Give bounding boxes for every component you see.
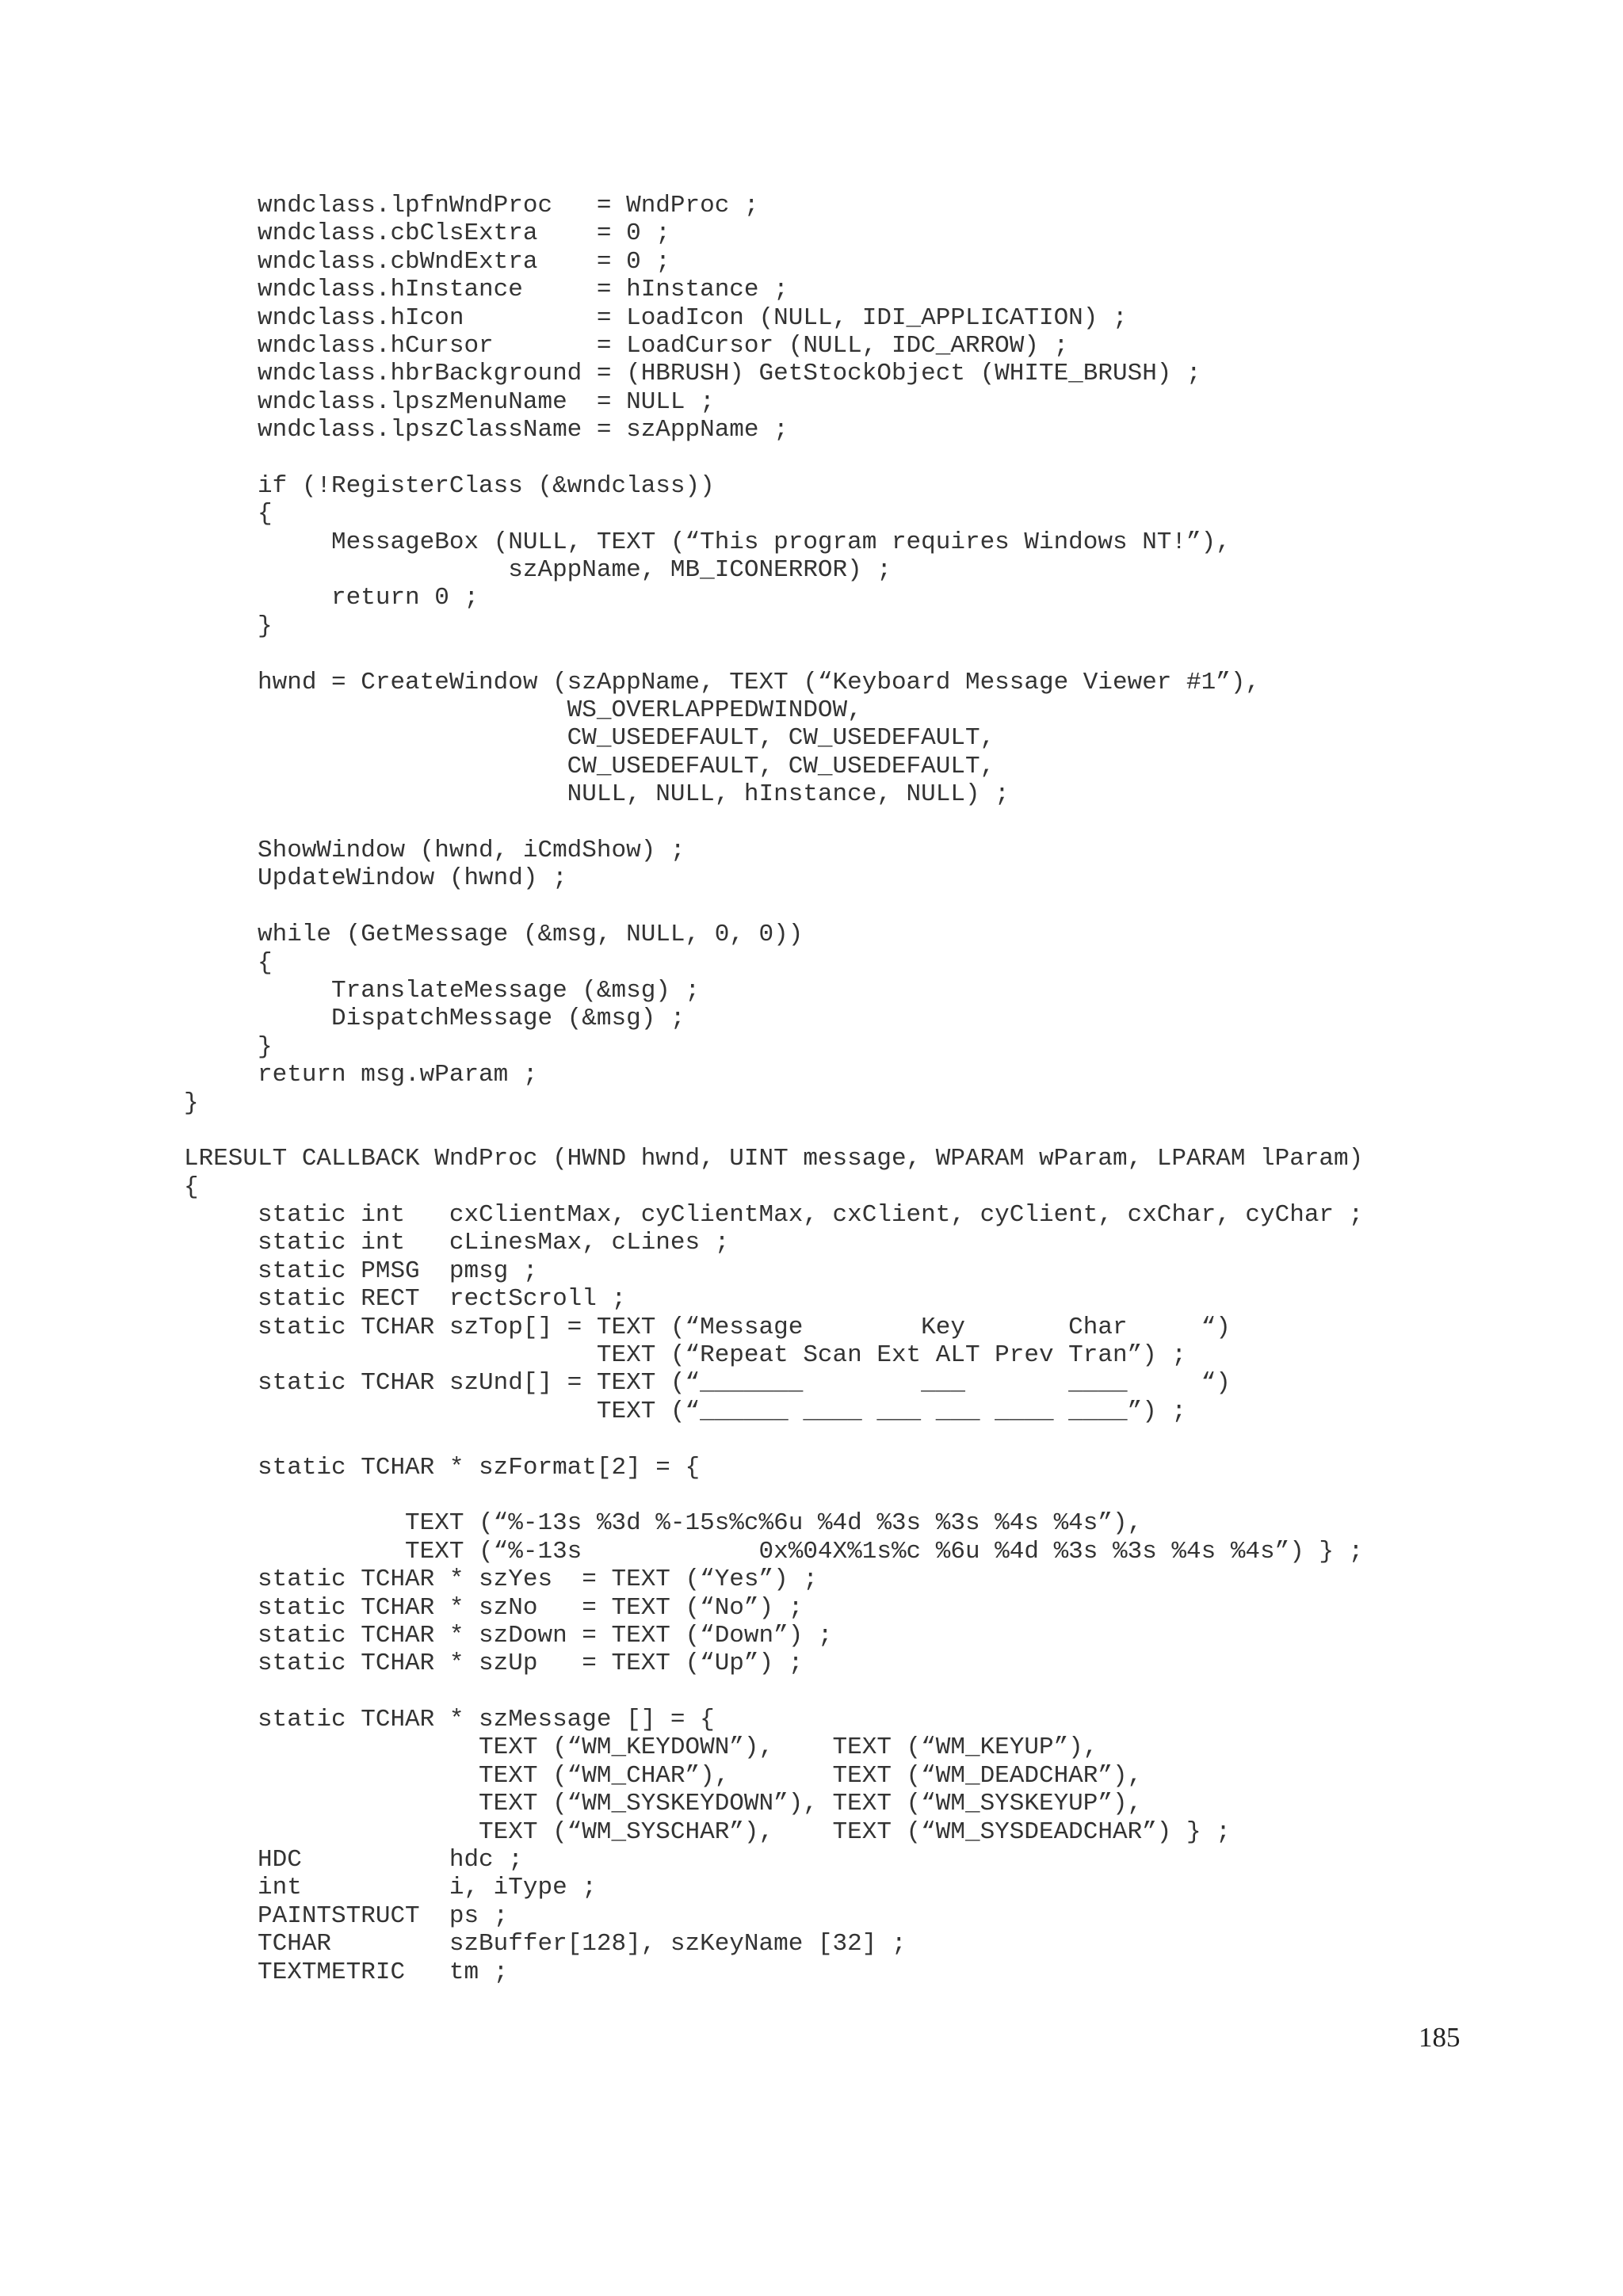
code-line: static TCHAR szTop[] = TEXT (“Message Key Char “) [184,1313,1231,1341]
code-line: wndclass.hbrBackground = (HBRUSH) GetStockObject (WHITE_BRUSH) ; [184,360,1201,388]
code-line: PAINTSTRUCT ps ; [184,1901,509,1930]
code-line: return 0 ; [184,584,479,612]
code-line: int i, iType ; [184,1874,597,1902]
code-line: } [184,1032,273,1061]
code-line [184,1425,1363,1453]
code-line: CW_USEDEFAULT, CW_USEDEFAULT, [184,724,995,753]
code-line: szAppName, MB_ICONERROR) ; [184,556,892,585]
code-line: static TCHAR szUnd[] = TEXT (“_______ ___ ____ “) [184,1369,1231,1398]
code-line: DispatchMessage (&msg) ; [184,1005,685,1033]
code-line: NULL, NULL, hInstance, NULL) ; [184,780,1010,809]
page-number: 185 [1419,2022,1461,2053]
code-line [184,1482,1363,1509]
code-line: MessageBox (NULL, TEXT (“This program requires Windows NT!”), [184,528,1231,556]
code-line: WS_OVERLAPPEDWINDOW, [184,696,862,725]
code-line: static TCHAR * szFormat[2] = { [184,1453,701,1482]
code-line: if (!RegisterClass (&wndclass)) [184,471,715,500]
code-line [184,809,1363,837]
code-line: static TCHAR * szMessage [] = { [184,1706,715,1734]
code-line: ShowWindow (hwnd, iCmdShow) ; [184,836,685,864]
code-line: static RECT rectScroll ; [184,1285,627,1314]
code-line: } [184,1089,199,1117]
code-line: while (GetMessage (&msg, NULL, 0, 0)) [184,921,804,949]
code-line: TEXTMETRIC tm ; [184,1958,509,1986]
code-line: static TCHAR * szYes = TEXT (“Yes”) ; [184,1566,818,1594]
code-line: TEXT (“WM_KEYDOWN”), TEXT (“WM_KEYUP”), [184,1733,1098,1762]
code-line: static int cxClientMax, cyClientMax, cxClient, cyClient, cxChar, cyChar ; [184,1201,1364,1230]
code-line: TCHAR szBuffer[128], szKeyName [32] ; [184,1930,907,1958]
code-line: TEXT (“%-13s %3d %-15s%c%6u %4d %3s %3s %4s %4s”), [184,1509,1143,1538]
code-line: { [184,1173,199,1201]
code-line [184,640,1363,668]
code-line: wndclass.lpszClassName = szAppName ; [184,416,789,444]
code-line: wndclass.cbWndExtra = 0 ; [184,247,670,276]
code-line: TEXT (“WM_SYSKEYDOWN”), TEXT (“WM_SYSKEYUP”), [184,1790,1143,1818]
code-line: HDC hdc ; [184,1846,523,1875]
code-line: TEXT (“WM_CHAR”), TEXT (“WM_DEADCHAR”), [184,1761,1143,1790]
code-line: TEXT (“%-13s 0x%04X%1s%c %6u %4d %3s %3s %4s %4s”) } ; [184,1537,1364,1566]
code-line: CW_USEDEFAULT, CW_USEDEFAULT, [184,752,995,780]
code-line [184,1678,1363,1706]
code-listing [184,192,1363,1986]
code-line: static PMSG pmsg ; [184,1257,538,1285]
code-line [184,1117,1363,1145]
code-line: wndclass.hCursor = LoadCursor (NULL, IDC_ARROW) ; [184,331,1069,360]
code-line: LRESULT CALLBACK WndProc (HWND hwnd, UINT message, WPARAM wParam, LPARAM lParam) [184,1145,1364,1173]
code-line: TEXT (“______ ____ ___ ___ ____ ____”) ; [184,1397,1187,1425]
code-line: wndclass.hIcon = LoadIcon (NULL, IDI_APPLICATION) ; [184,303,1128,332]
code-line: wndclass.lpszMenuName = NULL ; [184,387,715,416]
code-line [184,444,1363,472]
code-line [184,893,1363,921]
code-line: static TCHAR * szUp = TEXT (“Up”) ; [184,1650,804,1678]
code-line: { [184,948,273,977]
code-line: static TCHAR * szDown = TEXT (“Down”) ; [184,1621,833,1650]
code-line: { [184,500,273,528]
code-line: UpdateWindow (hwnd) ; [184,864,567,893]
code-line: wndclass.cbClsExtra = 0 ; [184,219,670,248]
code-line: } [184,612,273,640]
code-line: TEXT (“WM_SYSCHAR”), TEXT (“WM_SYSDEADCHAR”) } ; [184,1817,1231,1846]
code-line: wndclass.hInstance = hInstance ; [184,276,789,304]
code-line: static TCHAR * szNo = TEXT (“No”) ; [184,1593,804,1622]
code-line: hwnd = CreateWindow (szAppName, TEXT (“Keyboard Message Viewer #1”), [184,668,1261,696]
code-line: static int cLinesMax, cLines ; [184,1229,730,1257]
code-line: TEXT (“Repeat Scan Ext ALT Prev Tran”) ; [184,1341,1187,1370]
code-line: TranslateMessage (&msg) ; [184,976,701,1005]
code-line: wndclass.lpfnWndProc = WndProc ; [184,192,759,219]
code-line: return msg.wParam ; [184,1061,538,1089]
